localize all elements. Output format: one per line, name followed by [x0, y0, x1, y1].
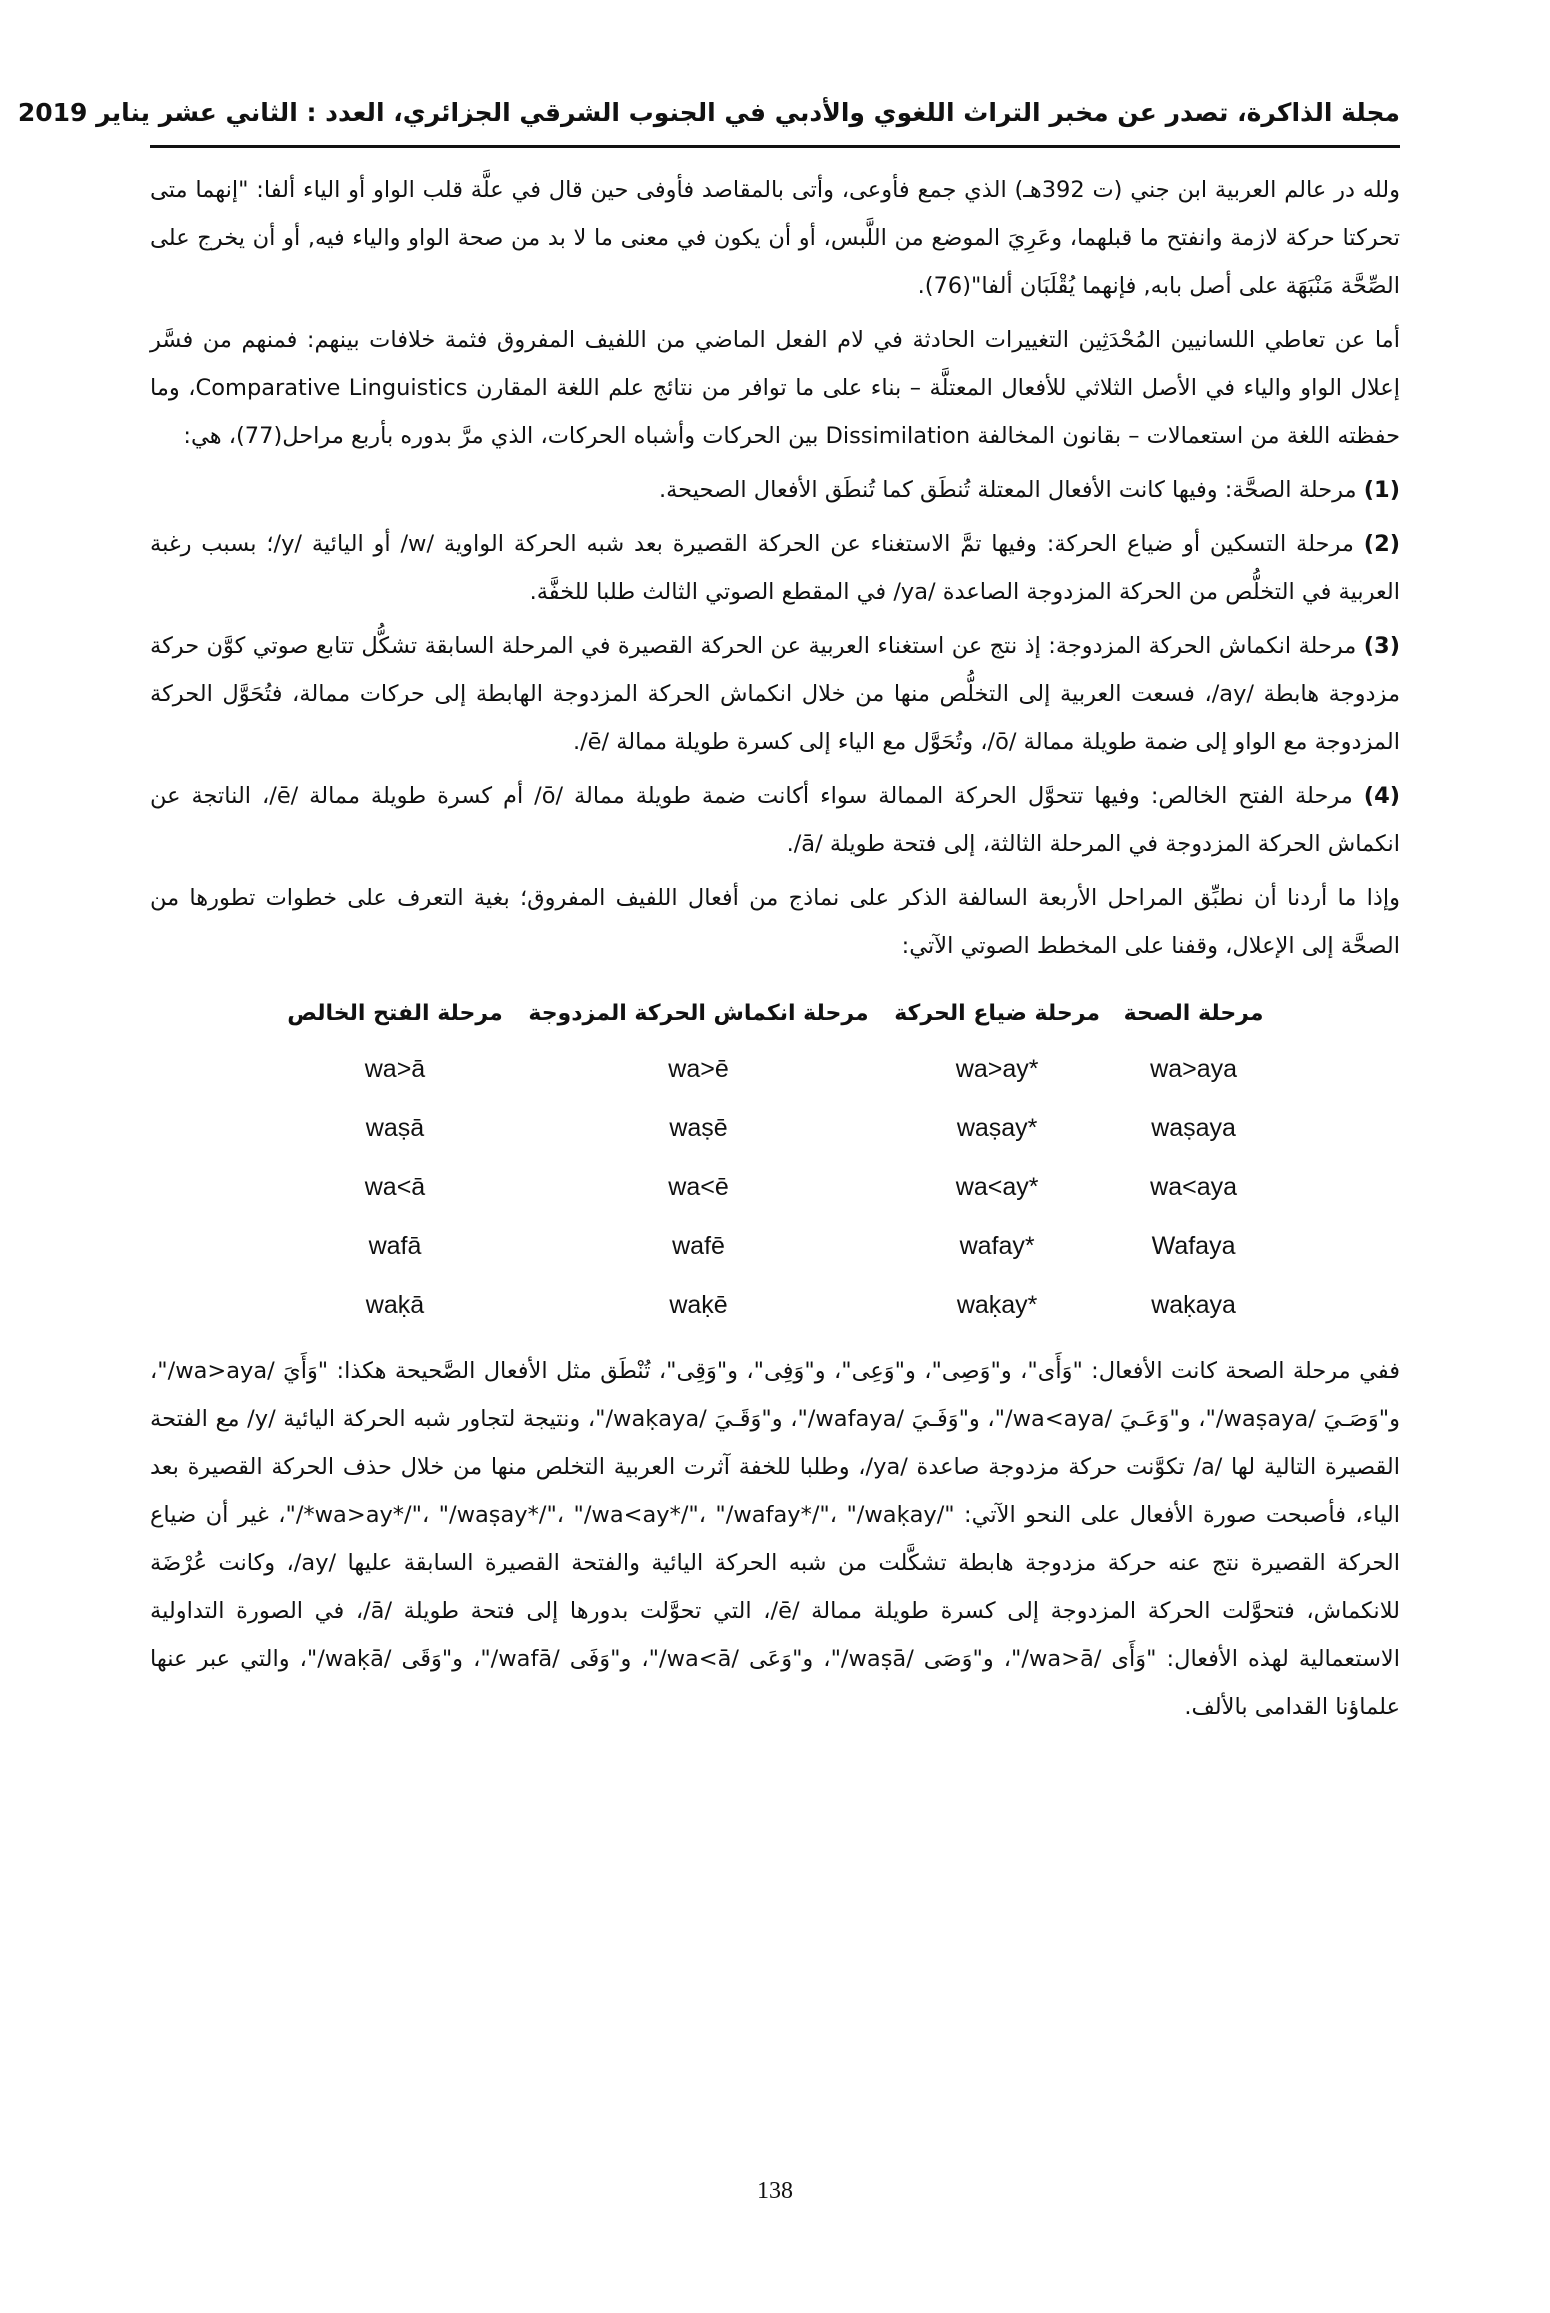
table-cell: wa>aya [1150, 1055, 1238, 1083]
paragraph-ibn-jinni: ولله در عالم العربية ابن جني (ت 392هـ) الذي جمع فأوعى، وأتى بالمقاصد فأوفى حين قال في علَّة قلب الواو أو الياء ألفا: "إنهما متى تحركتا حركة لازمة وانفتح ما قبلهما، وعَرِيَ الموضع من اللَّبس، أو أن يكون في معنى ما لا بد من صحة الواو والياء فيه, أو أن يخرج على الصِّحَّة مَنْبَهَة على أصل بابه, فإنهما يُقْلَبَان ألفا"(76). [150, 177, 1400, 299]
table-cell: waṣē [669, 1114, 728, 1142]
table-header-row [275, 988, 1275, 1040]
table-cell: waḳā [365, 1291, 425, 1319]
paragraph-linguists: أما عن تعاطي اللسانيين المُحْدَثِين التغييرات الحادثة في لام الفعل الماضي من اللفيف المفروق فثمة خلافات بينهم: فمنهم من فسَّر إعلال الواو والياء في الأصل الثلاثي للأفعال المعتلَّة – بناء على ما توافر من نتائج علم اللغة المقارن Comparative Linguistics، وما حفظته اللغة من استعمالات – بقانون المخالفة Dissimilation بين الحركات وأشباه الحركات، الذي مرَّ بدوره بأربع مراحل(77)، هي: [150, 327, 1401, 449]
page-number: 138 [757, 2178, 793, 2204]
table-cell: wafā [368, 1232, 422, 1260]
stage-2-number: (2) [1363, 531, 1401, 557]
table-cell: wa<ā [364, 1173, 426, 1201]
table-header-cell: مرحلة الفتح الخالص [287, 1001, 503, 1026]
table-cell: waṣā [365, 1114, 425, 1142]
paragraph-intro-table: وإذا ما أردنا أن نطبِّق المراحل الأربعة السالفة الذكر على نماذج من أفعال اللفيف المفروق؛ بغية التعرف على خطوات تطورها من الصحَّة إلى الإعلال، وقفنا على المخطط الصوتي الآتي: [150, 885, 1400, 959]
table-cell: wafē [672, 1232, 725, 1260]
stage-2 [150, 520, 1400, 616]
stage-4-number: (4) [1363, 783, 1401, 809]
table-row [275, 1040, 1275, 1099]
journal-header: مجلة الذاكرة، تصدر عن مخبر التراث اللغوي والأدبي في الجنوب الشرقي الجزائري، العدد : الثاني عشر يناير 2019 [150, 95, 1400, 148]
table-cell: waḳē [669, 1291, 728, 1319]
stage-4 [150, 772, 1400, 868]
table-cell: wa<ay* [955, 1173, 1039, 1201]
table-cell: wa>ē [668, 1055, 729, 1083]
table-cell: waṣay* [956, 1114, 1038, 1142]
stage-3-number: (3) [1363, 633, 1400, 659]
table-row [275, 1217, 1275, 1276]
article-body [150, 166, 1400, 1731]
stage-1-number: (1) [1363, 477, 1400, 503]
stage-3-text: مرحلة انكماش الحركة المزدوجة: إذ نتج عن استغناء العربية عن الحركة القصيرة في المرحلة السابقة تشكُّل تتابع صوتي كوَّن حركة مزدوجة هابطة /ay/، فسعت العربية إلى التخلُّص منها من خلال انكماش الحركة المزدوجة الهابطة إلى حركات ممالة، فتُحَوَّل الحركة المزدوجة مع الواو إلى ضمة طويلة ممالة /ō/، وتُحَوَّل مع الياء إلى كسرة طويلة ممالة /ē/. [150, 633, 1400, 755]
stage-1-text: مرحلة الصحَّة: وفيها كانت الأفعال المعتلة تُنطَق كما تُنطَق الأفعال الصحيحة. [658, 477, 1357, 503]
stage-4-text: مرحلة الفتح الخالص: وفيها تتحوَّل الحركة الممالة سواء أكانت ضمة طويلة ممالة /ō/ أم كسرة طويلة ممالة /ē/، الناتجة عن انكماش الحركة المزدوجة في المرحلة الثالثة، إلى فتحة طويلة /ā/. [150, 783, 1400, 857]
table-cell: waṣaya [1151, 1114, 1236, 1142]
stage-1 [150, 466, 1400, 514]
table-header-cell: مرحلة الصحة [1123, 1001, 1264, 1026]
table-header-cell: مرحلة انكماش الحركة المزدوجة [528, 1001, 869, 1026]
table-cell: wa<aya [1150, 1173, 1238, 1201]
table-cell: Wafaya [1151, 1232, 1236, 1260]
table-cell: wa<ē [668, 1173, 729, 1201]
stage-3 [150, 622, 1400, 766]
table-row [275, 1099, 1275, 1158]
page [17, 95, 1401, 2313]
table-cell: waḳay* [956, 1291, 1038, 1319]
table-cell: wa>ā [364, 1055, 426, 1083]
table-cell: wafay* [959, 1232, 1035, 1260]
paragraph-analysis: ففي مرحلة الصحة كانت الأفعال: "وَأَى"، و"وَصِى"، و"وَعِى"، و"وَفِى"، و"وَقِى"، تُنْطَق مثل الأفعال الصَّحيحة هكذا: "وَأَيَ /wa>aya/"، و"وَصَـيَ /waṣaya/"، و"وَعَـيَ /wa<aya/"، و"وَفَـيَ /wafaya/"، و"وَقَـيَ /waḳaya/"، ونتيجة لتجاور شبه الحركة اليائية /y/ مع الفتحة القصيرة التالية لها /a/ تكوَّنت حركة مزدوجة صاعدة /ya/، وطلبا للخفة آثرت العربية التخلص منها من خلال حذف الحركة القصيرة بعد الياء، فأصبحت صورة الأفعال على النحو الآتي: "/wa>ay*/"، "/waṣay*/"، "/wa<ay*/"، "/wafay*/"، "/waḳay*/"، غير أن ضياع الحركة القصيرة نتج عنه حركة مزدوجة هابطة تشكَّلت من شبه الحركة اليائية والفتحة القصيرة السابقة عليها /ay/، وكانت عُرْضَة للانكماش، فتحوَّلت الحركة المزدوجة إلى كسرة طويلة ممالة /ē/، التي تحوَّلت بدورها إلى فتحة طويلة /ā/، في الصورة التداولية الاستعمالية لهذه الأفعال: "وَأَى /wa>ā/"، و"وَصَى /waṣā/"، و"وَعَى /wa<ā/"، و"وَفَى /wafā/"، و"وَقَى /waḳā/"، والتي عبر عنها علماؤنا القدامى بالألف. [150, 1358, 1401, 1720]
phonetic-stages-table [275, 988, 1275, 1335]
stage-2-text: مرحلة التسكين أو ضياع الحركة: وفيها تمَّ الاستغناء عن الحركة القصيرة بعد شبه الحركة الواوية /w/ أو اليائية /y/؛ بسبب رغبة العربية في التخلُّص من الحركة المزدوجة الصاعدة /ya/ في المقطع الصوتي الثالث طلبا للخفَّة. [150, 531, 1400, 605]
table-cell: waḳaya [1151, 1291, 1236, 1319]
table-row [275, 1158, 1275, 1217]
table-row [275, 1276, 1275, 1335]
table-header-cell: مرحلة ضياع الحركة [894, 1001, 1101, 1026]
table-cell: wa>ay* [955, 1055, 1039, 1083]
